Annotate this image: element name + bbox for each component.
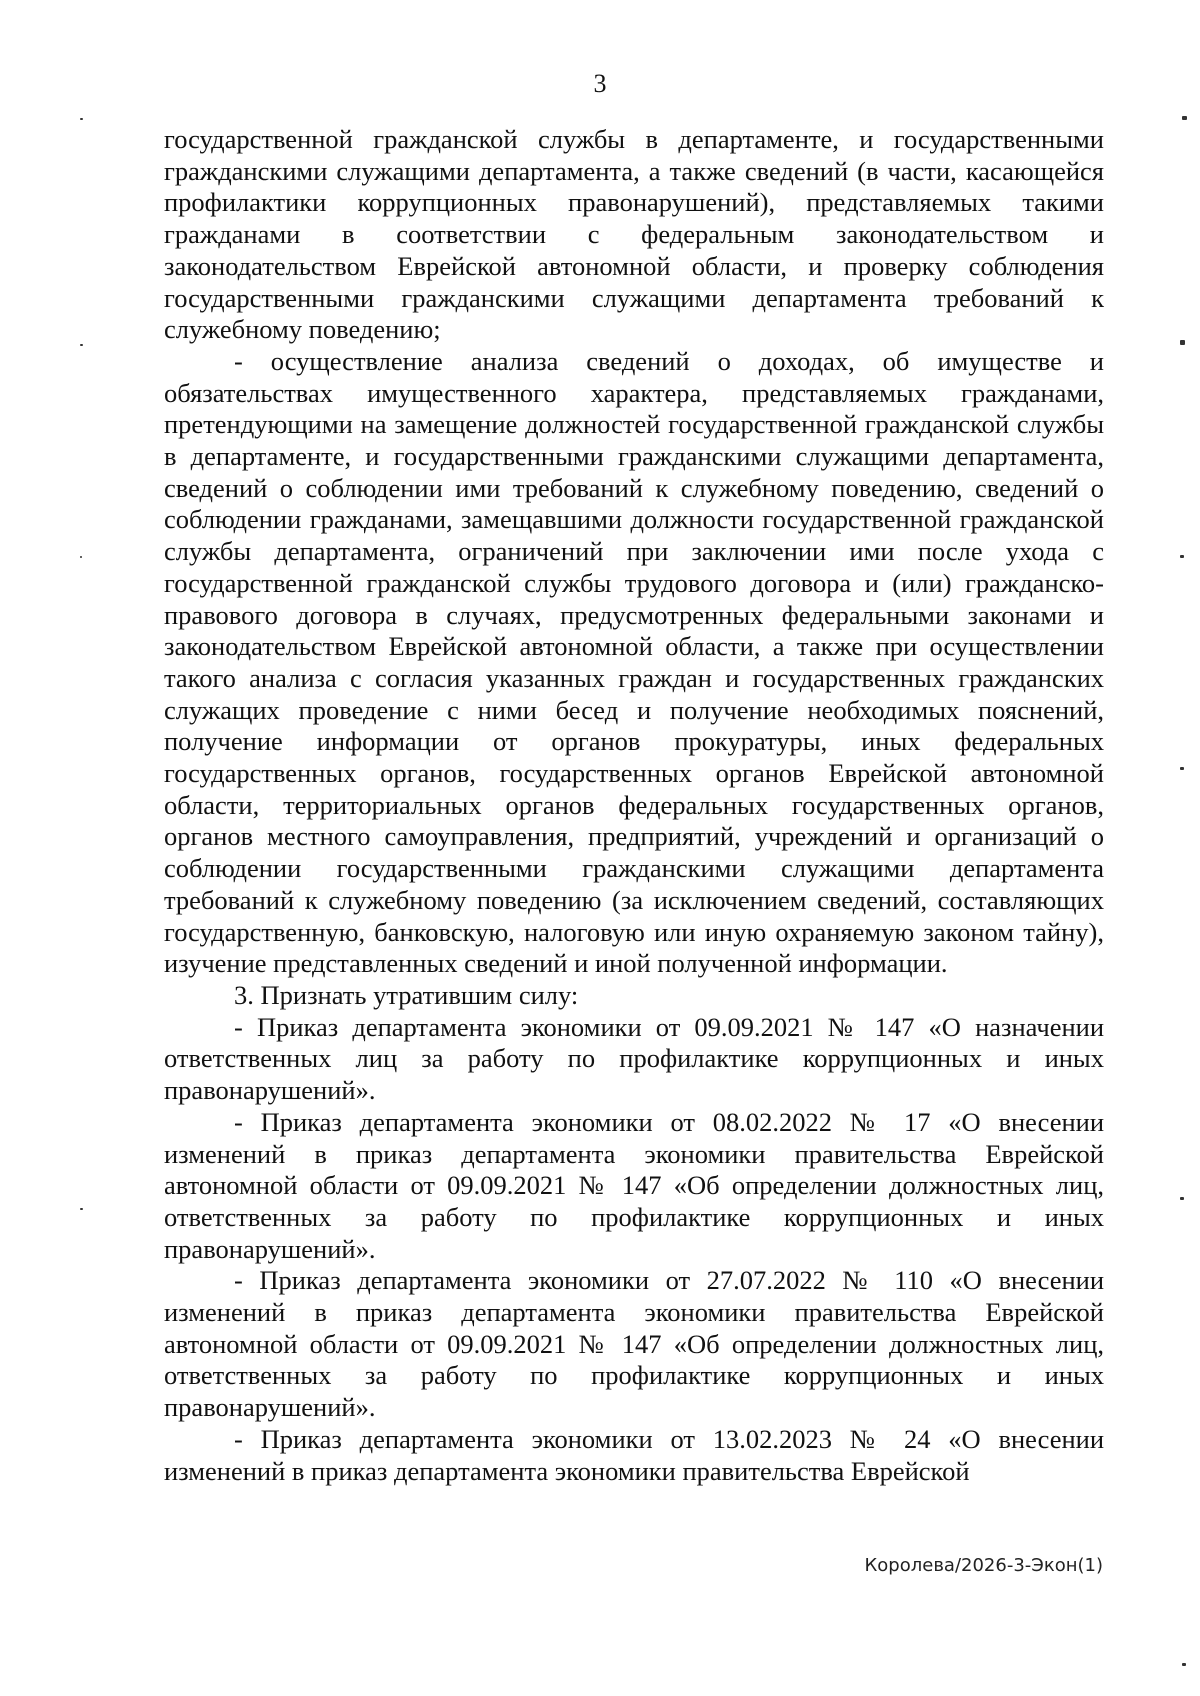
paragraph-order-24: - Приказ департамента экономики от 13.02.2023 № 24 «О внесении изменений в приказ департамента экономики правительства Еврейской [164,1423,1104,1486]
scan-speck [1180,1197,1184,1200]
scan-speck [1180,340,1185,345]
scan-speck [80,344,83,346]
paragraph-continuation: государственной гражданской службы в департаменте, и государственными гражданскими служащими департамента, а также сведений (в части, касающейся профилактики коррупционных правонарушений), представляемых такими гражданами в соответствии с федеральным законодательством и законодательством Еврейской автономной области, и проверку соблюдения государственными гражданскими служащими департамента требований к служебному поведению; [164,124,1104,345]
paragraph-order-147: - Приказ департамента экономики от 09.09.2021 № 147 «О назначении ответственных лиц за работу по профилактике коррупционных и иных правонарушений». [164,1011,1104,1106]
paragraph-order-17: - Приказ департамента экономики от 08.02.2022 № 17 «О внесении изменений в приказ департамента экономики правительства Еврейской автономной области от 09.09.2021 № 147 «Об определении должностных лиц, ответственных за работу по профилактике коррупционных и иных правонарушений». [164,1106,1104,1264]
paragraph-order-110: - Приказ департамента экономики от 27.07.2022 № 110 «О внесении изменений в приказ департамента экономики правительства Еврейской автономной области от 09.09.2021 № 147 «Об определении должностных лиц, ответственных за работу по профилактике коррупционных и иных правонарушений». [164,1265,1104,1423]
paragraph-analysis-item: - осуществление анализа сведений о доходах, об имуществе и обязательствах имущественного характера, представляемых гражданами, претендующими на замещение должностей государственной гражданской службы в департаменте, и государственными гражданскими служащими департамента, сведений о соблюдении ими требований к служебному поведению, сведений о соблюдении гражданами, замещавшими должности государственной гражданской службы департамента, ограничений при заключении ими после ухода с государственной гражданской службы трудового договора и (или) гражданско-правового договора в случаях, предусмотренных федеральными законами и законодательством Еврейской автономной области, а также при осуществлении такого анализа с согласия указанных граждан и государственных гражданских служащих проведение с ними бесед и получение необходимых пояснений, получение информации от органов прокуратуры, иных федеральных государственных органов, государственных органов Еврейской автономной области, территориальных органов федеральных государственных органов, органов местного самоуправления, предприятий, учреждений и организаций о соблюдении государственными гражданскими служащими департамента требований к служебному поведению (за исключением сведений, составляющих государственную, банковскую, налоговую или иную охраняемую законом тайну), изучение представленных сведений и иной полученной информации. [164,345,1104,979]
scan-speck [80,118,83,120]
paragraph-section-3-heading: 3. Признать утратившим силу: [234,979,579,1010]
scan-speck [1182,116,1187,120]
footer-document-code: Королева/2026-3-Экон(1) [864,1555,1103,1576]
page-number: 3 [593,69,607,98]
scan-speck [80,556,82,558]
scan-speck [1182,1663,1186,1666]
scan-speck [1180,555,1184,558]
document-body [164,124,1104,1487]
scan-speck [80,1208,83,1210]
scan-speck [1180,767,1184,770]
